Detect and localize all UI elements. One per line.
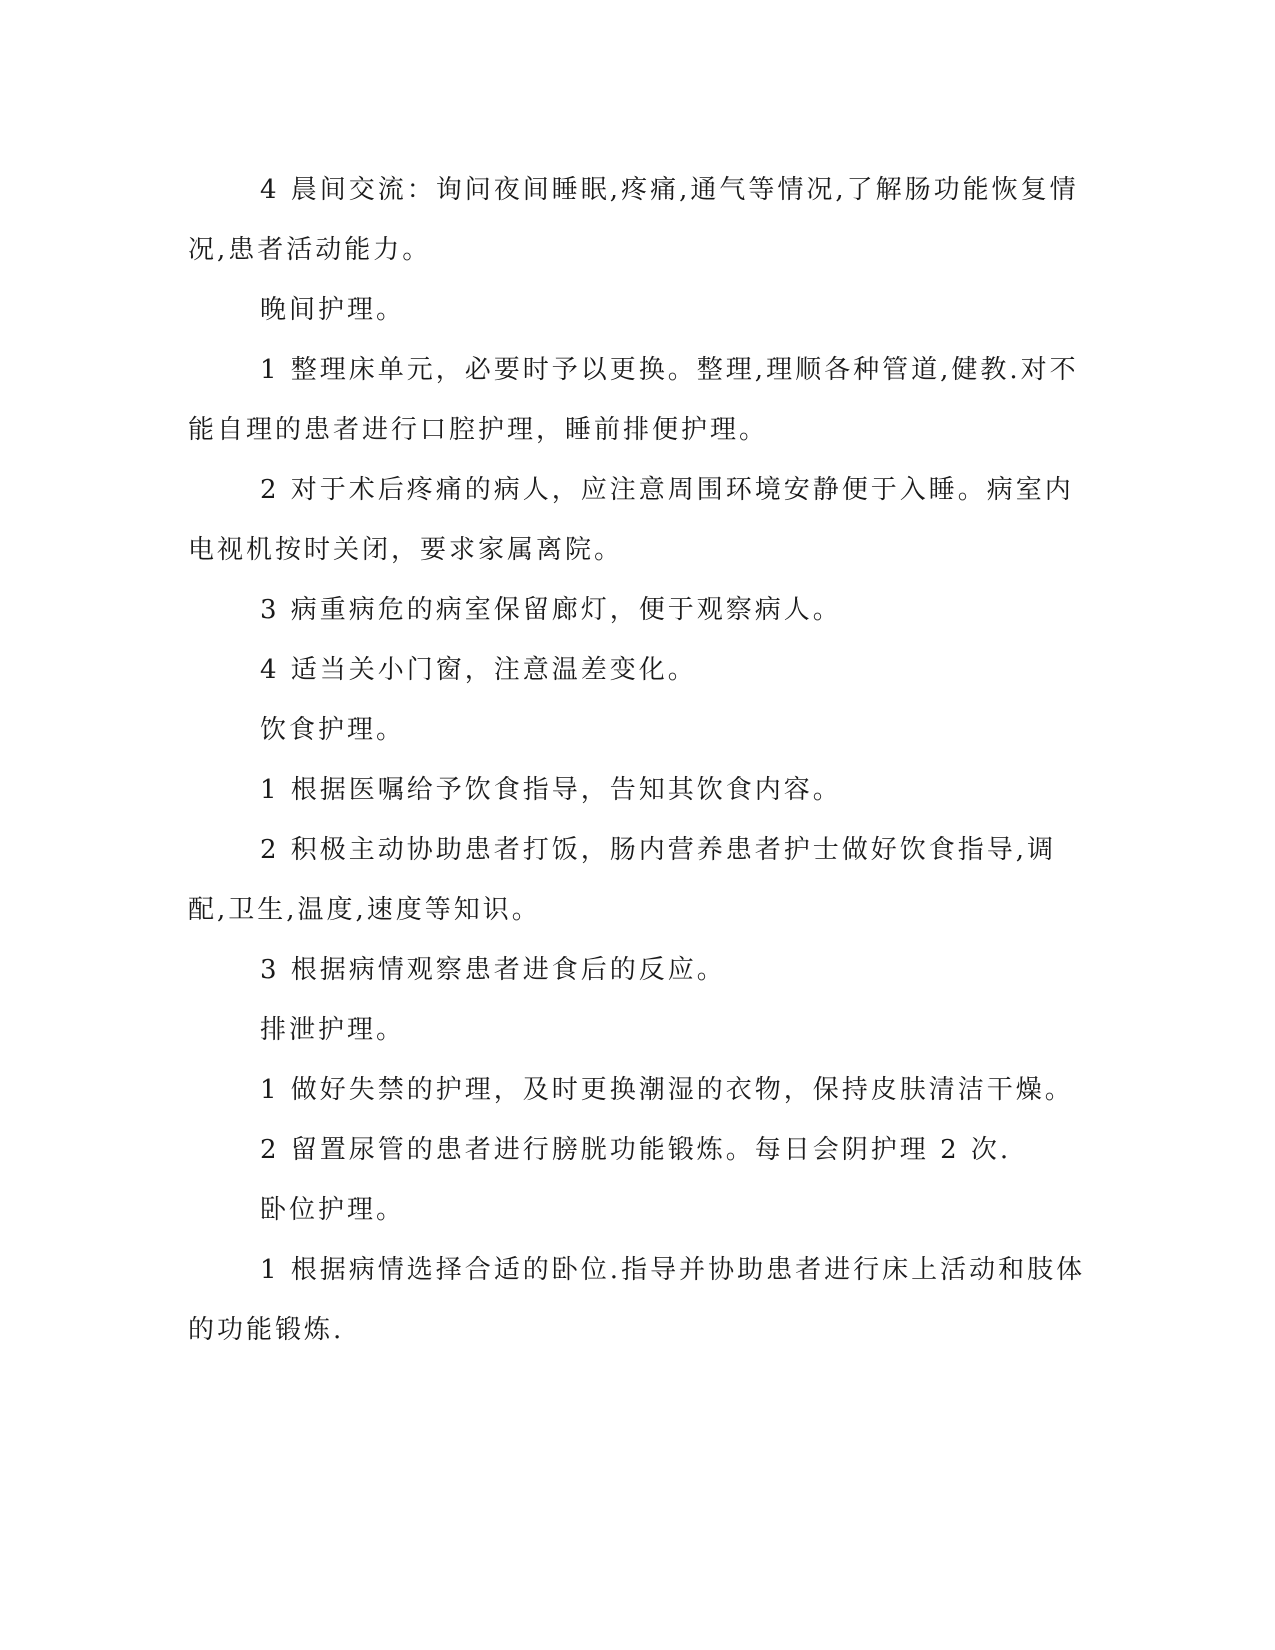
heading-evening-care: 晚间护理。 [260,295,406,325]
paragraph-corridor-light: 3 病重病危的病室保留廊灯，便于观察病人。 [260,595,842,625]
paragraph-catheter-care: 2 留置尿管的患者进行膀胱功能锻炼。每日会阴护理 2 次. [260,1135,1012,1165]
heading-excretion-care: 排泄护理。 [260,1015,406,1045]
paragraph-position-selection: 1 根据病情选择合适的卧位.指导并协助患者进行床上活动和肢体的功能锻炼. [188,1255,1086,1345]
paragraph-incontinence-care: 1 做好失禁的护理，及时更换潮湿的衣物，保持皮肤清洁干燥。 [260,1075,1074,1105]
paragraph-bed-unit: 1 整理床单元，必要时予以更换。整理,理顺各种管道,健教.对不能自理的患者进行口腔护理，睡前排便护理。 [188,355,1079,445]
paragraph-diet-guidance: 1 根据医嘱给予饮食指导，告知其饮食内容。 [260,775,842,805]
document-body [188,160,1088,1360]
paragraph-morning-communication: 4 晨间交流：询问夜间睡眠,疼痛,通气等情况,了解肠功能恢复情况,患者活动能力。 [188,175,1079,265]
heading-position-care: 卧位护理。 [260,1195,406,1225]
paragraph-doors-windows: 4 适当关小门窗，注意温差变化。 [260,655,697,685]
paragraph-meal-assistance: 2 积极主动协助患者打饭，肠内营养患者护士做好饮食指导,调配,卫生,温度,速度等知识。 [188,835,1057,925]
paragraph-postoperative-pain: 2 对于术后疼痛的病人，应注意周围环境安静便于入睡。病室内电视机按时关闭，要求家属离院。 [188,475,1074,565]
paragraph-post-meal-observation: 3 根据病情观察患者进食后的反应。 [260,955,726,985]
heading-diet-care: 饮食护理。 [260,715,406,745]
